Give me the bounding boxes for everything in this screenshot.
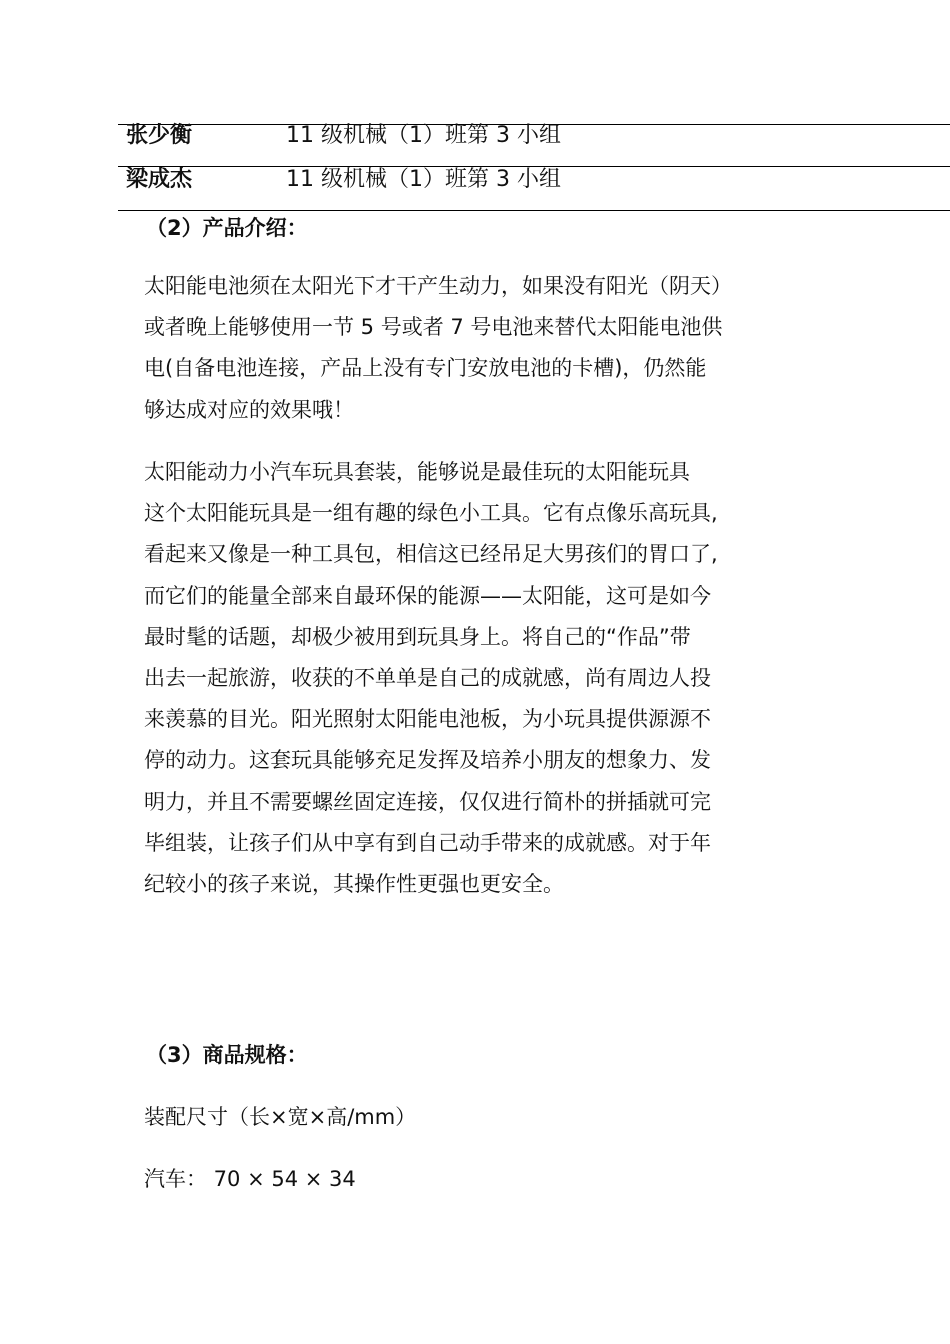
paragraph-line: 太阳能电池须在太阳光下才干产生动力，如果没有阳光（阴天） (144, 274, 732, 298)
paragraph-line: 出去一起旅游，收获的不单单是自己的成就感，尚有周边人投 (144, 666, 711, 691)
paragraph-line: 看起来又像是一种工具包，相信这已经吊足大男孩们的胃口了, (144, 542, 718, 567)
paragraph-line: 够达成对应的效果哦！ (144, 397, 354, 422)
paragraph-line: 纪较小的孩子来说，其操作性更强也更安全。 (144, 872, 564, 897)
intro-paragraph-1 (144, 266, 804, 431)
paragraph-line: 来羡慕的目光。阳光照射太阳能电池板，为小玩具提供源源不 (144, 707, 711, 732)
paragraph-line: 电(自备电池连接，产品上没有专门安放电池的卡槽)，仍然能 (144, 356, 707, 381)
member-class: 11 级机械（1）班第 3 小组 (286, 167, 561, 192)
paragraph-line: 或者晚上能够使用一节 5 号或者 7 号电池来替代太阳能电池供 (144, 315, 723, 340)
member-name: 梁成杰 (126, 167, 193, 192)
paragraph-line: 停的动力。这套玩具能够充足发挥及培养小朋友的想象力、发 (144, 748, 711, 773)
paragraph-line: 这个太阳能玩具是一组有趣的绿色小工具。它有点像乐高玩具, (144, 501, 718, 526)
member-class: 11 级机械（1）班第 3 小组 (286, 123, 561, 148)
section-heading-product-intro: （2）产品介绍： (146, 216, 308, 240)
intro-paragraph-2 (144, 452, 804, 905)
paragraph-line: 太阳能动力小汽车玩具套装，能够说是最佳玩的太阳能玩具 (144, 460, 690, 484)
paragraph-line: 而它们的能量全部来自最环保的能源——太阳能，这可是如今 (144, 583, 711, 608)
table-rule-bottom (118, 210, 950, 211)
member-name: 张少衡 (126, 123, 193, 148)
section-heading-specs: （3）商品规格： (146, 1043, 308, 1067)
assembly-size-label: 装配尺寸（长×宽×高/mm） (144, 1105, 417, 1129)
paragraph-line: 最时髦的话题，却极少被用到玩具身上。将自己的“作品”带 (144, 624, 691, 649)
paragraph-line: 明力，并且不需要螺丝固定连接，仅仅进行简朴的拼插就可完 (144, 789, 711, 814)
car-spec: 汽车： 70 × 54 × 34 (144, 1167, 356, 1191)
paragraph-line: 毕组装，让孩子们从中享有到自己动手带来的成就感。对于年 (144, 830, 711, 855)
